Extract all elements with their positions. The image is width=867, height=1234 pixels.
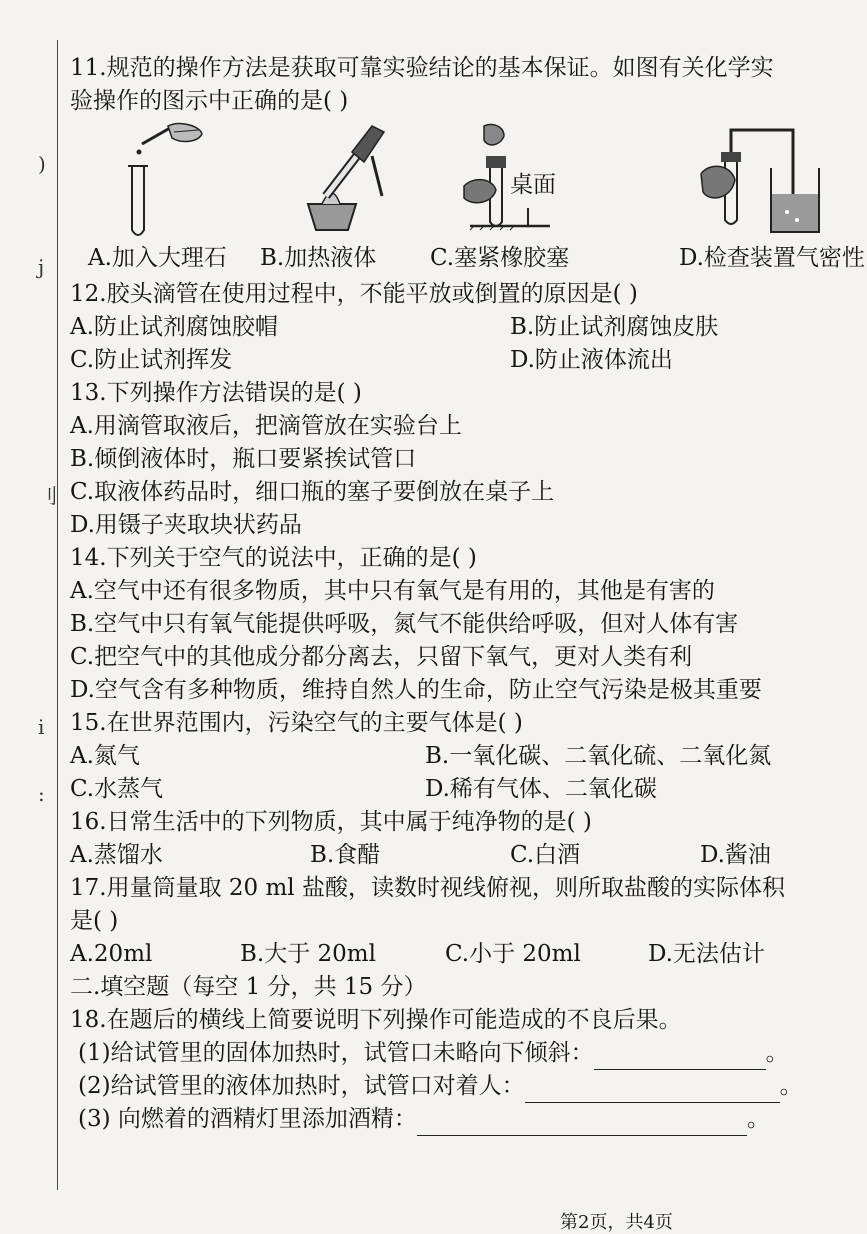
section2-title: 二.填空题（每空 1 分，共 15 分） [70,974,427,1000]
q13-option-d: D.用镊子夹取块状药品 [70,512,302,538]
q16-option-b: B.食醋 [310,842,381,868]
end-mark: 。 [779,1073,803,1099]
q12-option-c: C.防止试剂挥发 [70,347,233,373]
airtightness-check-icon [625,122,860,240]
q13-option-a: A.用滴管取液后，把滴管放在实验台上 [70,413,462,439]
q13-stem: 13.下列操作方法错误的是( ) [70,380,362,406]
q17-option-a: A.20ml [70,941,153,967]
q11-stem-line2: 验操作的图示中正确的是( ) [70,88,349,114]
q17-option-d: D.无法估计 [648,941,765,967]
q12-stem: 12.胶头滴管在使用过程中，不能平放或倒置的原因是( ) [70,281,638,307]
answer-blank-1[interactable] [594,1043,766,1070]
q18-item-2 [70,1070,860,1103]
figure-b [260,122,430,272]
q14-option-d: D.空气含有多种物质，维持自然人的生命，防止空气污染是极其重要 [70,677,762,703]
q15-option-c: C.水蒸气 [70,776,164,802]
q14-option-c: C.把空气中的其他成分都分离去，只留下氧气，更对人类有利 [70,644,693,670]
q17-stem-line2: 是( ) [70,908,119,934]
figure-d [625,122,865,272]
q15-options-row1 [70,740,860,773]
margin-mark: 刂 [38,484,58,508]
q14-option-b: B.空气中只有氧气能提供呼吸，氮气不能供给呼吸，但对人体有害 [70,611,739,637]
q12-option-a: A.防止试剂腐蚀胶帽 [70,314,278,340]
q12-option-d: D.防止液体流出 [510,347,673,373]
option-c-label: C.塞紧橡胶塞 [430,245,570,271]
q12-option-b: B.防止试剂腐蚀皮肤 [510,314,719,340]
margin-mark: j [38,255,45,279]
answer-blank-2[interactable] [525,1076,780,1103]
q15-option-b: B.一氧化碳、二氧化硫、二氧化氮 [425,743,772,769]
page-footer: 第2页，共4页 [560,1212,673,1233]
end-mark: 。 [746,1106,770,1132]
binding-margin-line [57,40,58,1190]
q16-option-d: D.酱油 [700,842,771,868]
q18-item-1 [70,1037,860,1070]
margin-mark: ) [38,152,46,176]
q15-stem: 15.在世界范围内，污染空气的主要气体是( ) [70,710,523,736]
q18-item-2-text: (2)给试管里的液体加热时，试管口对着人： [78,1073,525,1099]
option-b-label: B.加热液体 [260,245,377,271]
q13-option-c: C.取液体药品时，细口瓶的塞子要倒放在桌子上 [70,479,555,505]
answer-blank-3[interactable] [417,1109,747,1136]
q11-figures [70,122,865,272]
q14-stem: 14.下列关于空气的说法中，正确的是( ) [70,545,477,571]
q12-options-row1 [70,311,860,344]
figure-c [430,122,625,272]
q18-item-3 [70,1103,860,1136]
margin-mark: i [38,715,45,739]
q11-stem-line1: 11.规范的操作方法是获取可靠实验结论的基本保证。如图有关化学实 [70,55,774,81]
figure-a [70,122,260,272]
q17-stem-line1: 17.用量筒量取 20 ml 盐酸，读数时视线俯视，则所取盐酸的实际体积 [70,875,785,901]
q18-item-1-text: (1)给试管里的固体加热时，试管口未略向下倾斜： [78,1040,594,1066]
q16-stem: 16.日常生活中的下列物质，其中属于纯净物的是( ) [70,809,592,835]
margin-mark: : [38,782,45,806]
exam-page [70,52,865,1136]
q18-stem: 18.在题后的横线上简要说明下列操作可能造成的不良后果。 [70,1007,682,1033]
option-d-label: D.检查装置气密性 [679,245,865,271]
heating-liquid-icon [260,122,430,240]
q17-option-b: B.大于 20ml [240,941,376,967]
q12-options-row2 [70,344,860,377]
q18-item-3-text: (3) 向燃着的酒精灯里添加酒精： [78,1106,417,1132]
q15-option-a: A.氮气 [70,743,140,769]
desk-label: 桌面 [510,172,556,198]
option-a-label: A.加入大理石 [88,245,227,271]
q16-option-a: A.蒸馏水 [70,842,163,868]
q16-options [70,839,860,872]
end-mark: 。 [765,1040,789,1066]
q17-option-c: C.小于 20ml [445,941,581,967]
q14-option-a: A.空气中还有很多物质，其中只有氧气是有用的，其他是有害的 [70,578,715,604]
q15-option-d: D.稀有气体、二氧化碳 [425,776,657,802]
q15-options-row2 [70,773,860,806]
test-tube-dropper-icon [70,122,260,240]
q13-option-b: B.倾倒液体时，瓶口要紧挨试管口 [70,446,417,472]
q16-option-c: C.白酒 [510,842,581,868]
q17-options [70,938,860,971]
